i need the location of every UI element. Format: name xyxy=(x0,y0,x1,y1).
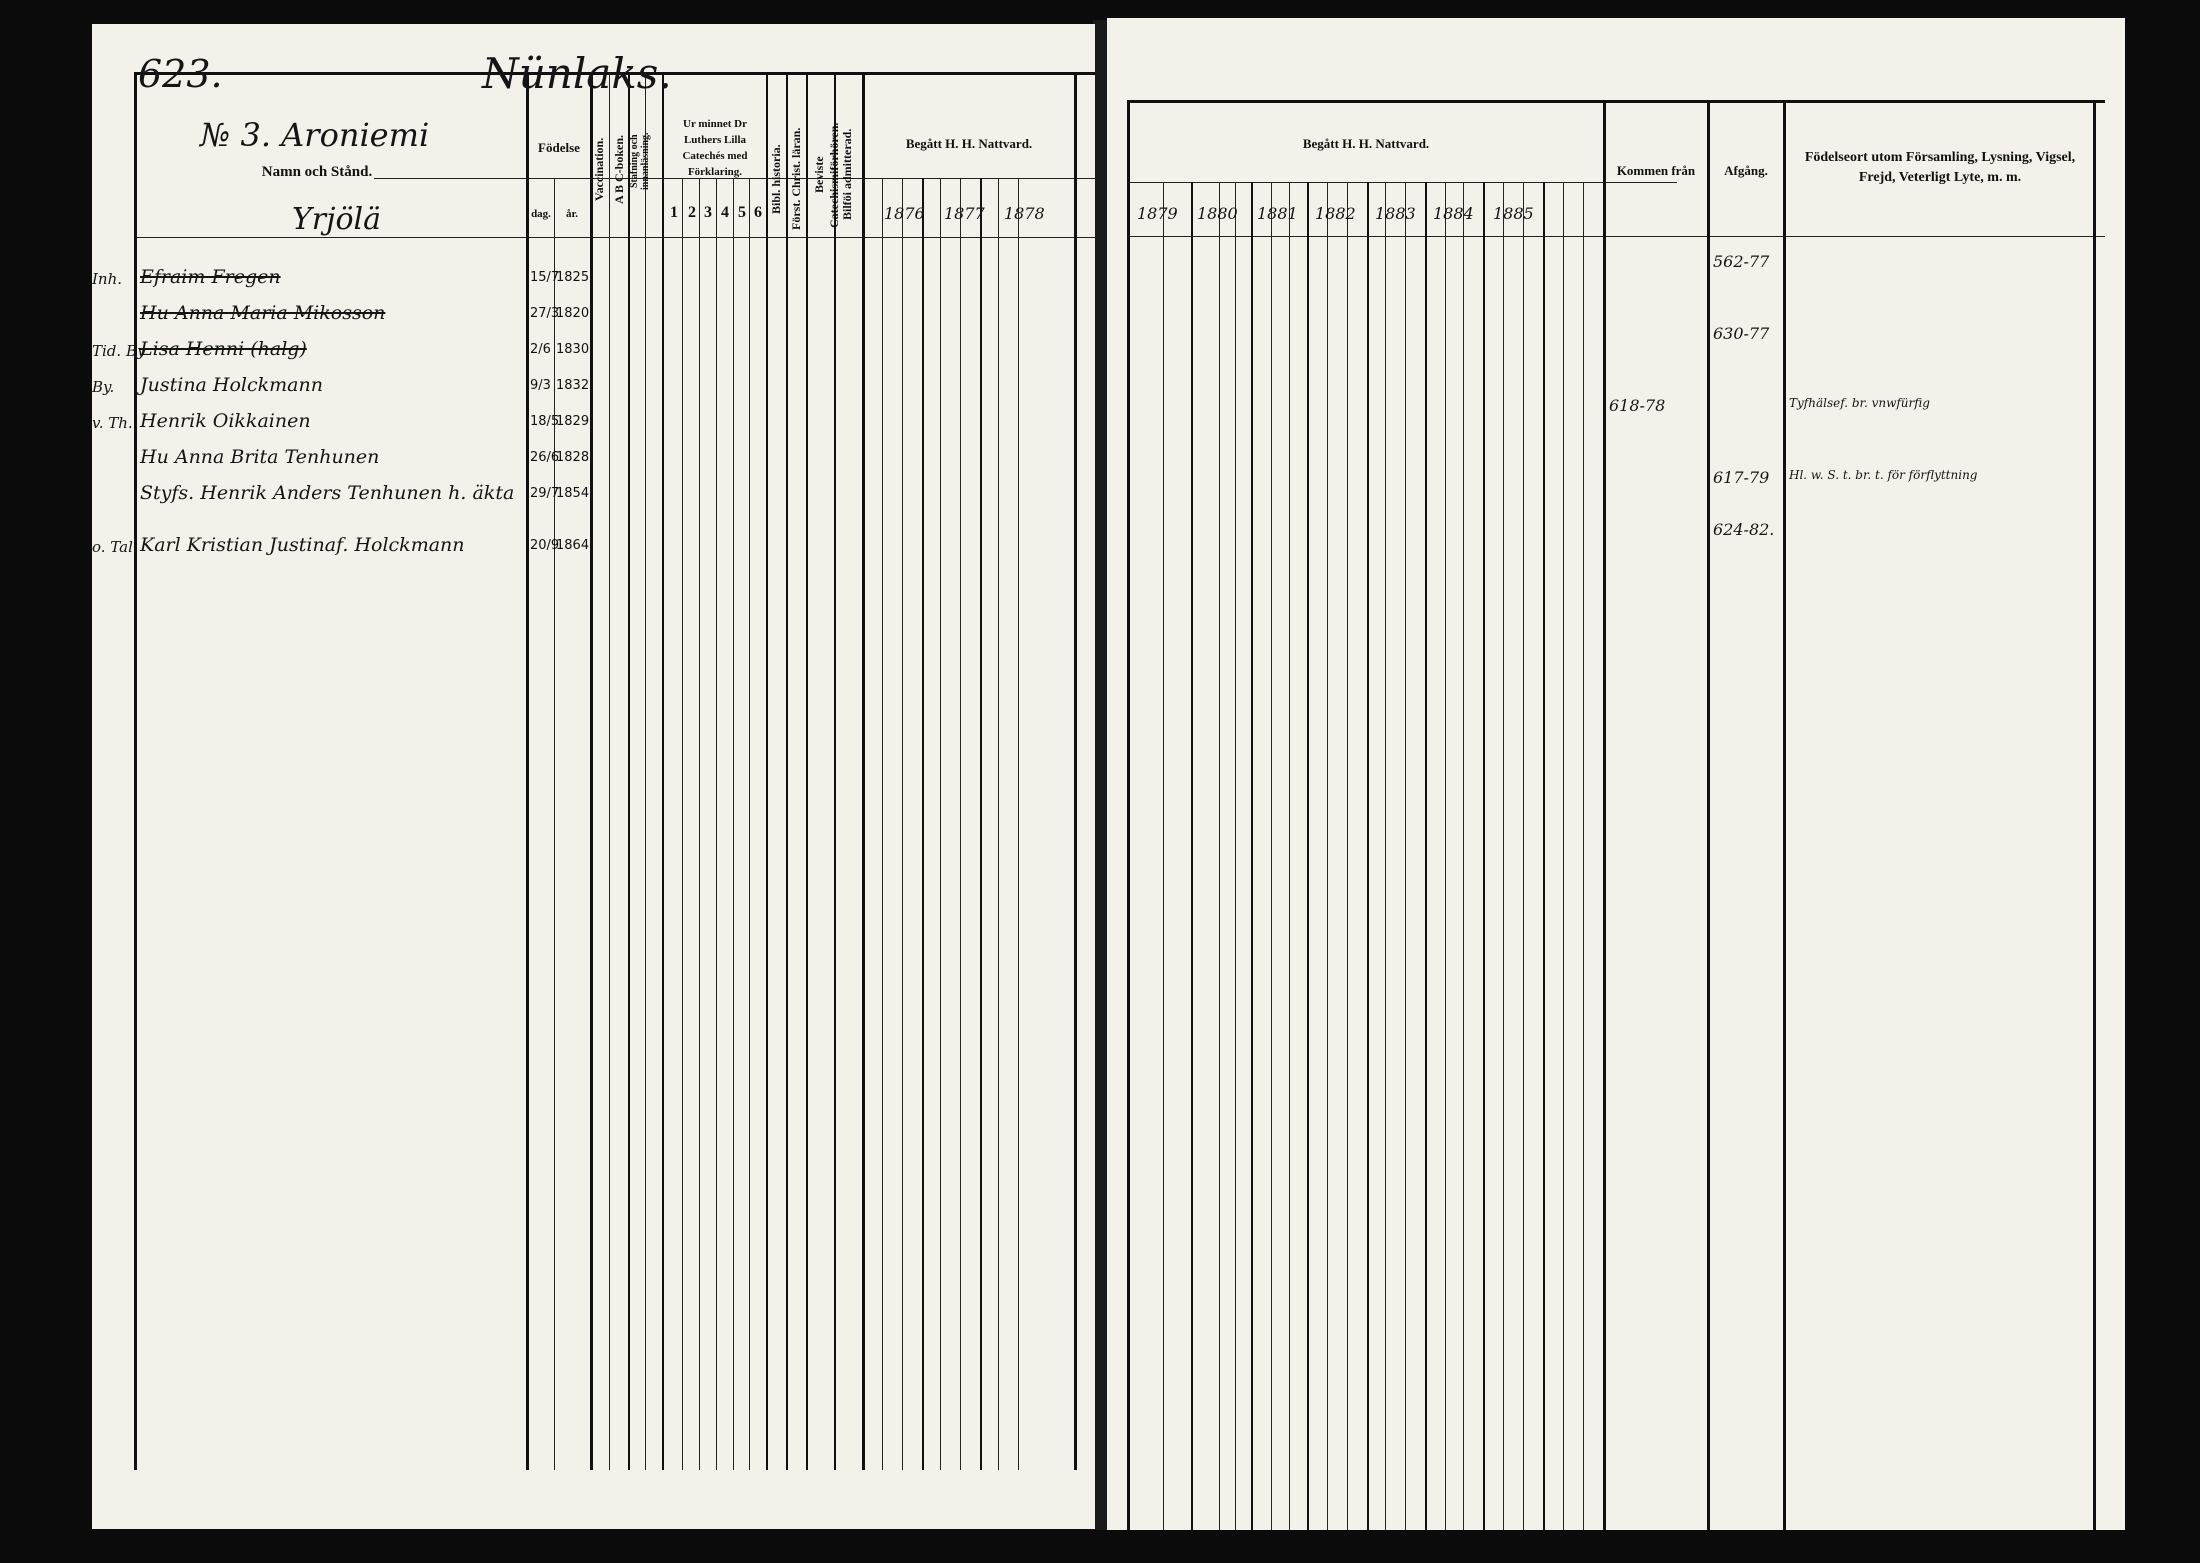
col-line xyxy=(1445,182,1446,1530)
nattvard-header-right: Begått H. H. Nattvard. xyxy=(1302,136,1430,151)
top-rule xyxy=(1127,100,2105,103)
vaccination-header: Vaccination. xyxy=(592,137,606,201)
col-line xyxy=(1271,182,1272,1530)
col-line xyxy=(1251,182,1253,1530)
col-line xyxy=(1405,182,1406,1530)
catechism-part-4: 4 xyxy=(721,204,729,221)
col-line xyxy=(862,72,865,1470)
col-line xyxy=(645,72,646,1470)
row-birth-year: 1830 xyxy=(556,342,590,357)
col-line xyxy=(1127,100,1130,1530)
col-line xyxy=(716,178,717,1470)
header-bottom-rule xyxy=(134,237,1095,238)
row-birth-day: 2/6 xyxy=(530,342,551,357)
row-birth-year: 1825 xyxy=(556,270,590,285)
col-line xyxy=(1307,182,1309,1530)
col-line xyxy=(1707,100,1710,1530)
catechism-part-6: 6 xyxy=(754,204,762,221)
year-1877: 1877 xyxy=(944,204,985,223)
right-page xyxy=(1107,18,2125,1530)
afgang-header: Afgång. xyxy=(1724,163,1768,178)
col-line xyxy=(1543,182,1545,1530)
name-col-right xyxy=(526,72,529,1470)
beviste-header: Beviste Catechismiförhören. xyxy=(812,122,841,228)
row-margin-note: Inh. xyxy=(92,270,123,288)
col-line xyxy=(749,178,750,1470)
row-birth-day: 20/9 xyxy=(530,538,560,553)
col-line xyxy=(902,178,903,1470)
col-line xyxy=(1523,182,1524,1530)
col-line xyxy=(1583,182,1584,1530)
header-bottom-rule xyxy=(1127,236,2105,237)
col-line xyxy=(554,178,555,1470)
col-line xyxy=(1563,182,1564,1530)
name-column-title: Namn och Stånd. xyxy=(261,164,373,180)
col-line xyxy=(940,178,941,1470)
col-line xyxy=(882,178,883,1470)
page-number: 623. xyxy=(138,52,223,96)
col-line xyxy=(609,72,610,1470)
dag-header: dag. xyxy=(531,208,551,220)
col-line xyxy=(766,72,768,1470)
catechism-part-1: 1 xyxy=(670,204,678,221)
year-1881: 1881 xyxy=(1257,204,1298,223)
row-note: Hl. w. S. t. br. t. för förflyttning xyxy=(1789,468,1978,482)
row-birth-day: 26/6 xyxy=(530,450,560,465)
forst-header: Först. Christ. läran. xyxy=(789,127,803,231)
col-line xyxy=(1783,100,1786,1530)
row-birth-year: 1864 xyxy=(556,538,590,553)
year-1882: 1882 xyxy=(1315,204,1356,223)
year-1884: 1884 xyxy=(1433,204,1474,223)
col-line xyxy=(960,178,961,1470)
kommen-header: Kommen från xyxy=(1616,163,1696,178)
row-margin-note: o. Tal. xyxy=(92,538,138,556)
col-line xyxy=(662,72,664,1470)
farm-name: Yrjölä xyxy=(292,202,381,237)
book-gutter xyxy=(1093,20,1107,1530)
row-name: Efraim Fregen xyxy=(140,266,281,288)
year-1876: 1876 xyxy=(884,204,925,223)
left-page xyxy=(92,24,1095,1529)
row-birth-day: 27/3 xyxy=(530,306,560,321)
row-afgang: 562-77 xyxy=(1713,252,1770,271)
header-mid-rule xyxy=(1127,182,1677,183)
row-birth-day: 29/7 xyxy=(530,486,560,501)
abc-header: A B C-boken. xyxy=(612,134,626,204)
fodelseort-header: Födelseort utom Församling, Lysning, Vigsel, Frejd, Veterligt Lyte, m. m. xyxy=(1804,150,2076,185)
col-line xyxy=(834,72,836,1470)
row-birth-day: 18/5 xyxy=(530,414,560,429)
year-1879: 1879 xyxy=(1137,204,1178,223)
row-name: Henrik Oikkainen xyxy=(140,410,311,432)
col-line xyxy=(1018,178,1019,1470)
row-afgang: 624-82. xyxy=(1713,520,1775,539)
nattvard-header-left: Begått H. H. Nattvard. xyxy=(905,136,1033,151)
col-line xyxy=(922,178,924,1470)
col-line xyxy=(1367,182,1369,1530)
row-name: Styfs. Henrik Anders Tenhunen h. äkta xyxy=(140,482,515,504)
row-birth-year: 1854 xyxy=(556,486,590,501)
row-afgang: 617-79 xyxy=(1713,468,1770,487)
catechism-part-2: 2 xyxy=(688,204,696,221)
row-name: Hu Anna Maria Mikosson xyxy=(140,302,386,324)
row-birth-year: 1820 xyxy=(556,306,590,321)
household-title: № 3. Aroniemi xyxy=(200,116,430,154)
stafning-header: Stafning och innanläsning. xyxy=(629,132,651,190)
row-margin-note: By. xyxy=(92,378,115,396)
col-line xyxy=(1289,182,1290,1530)
left-border xyxy=(134,72,137,1470)
col-line xyxy=(628,72,630,1470)
row-birth-year: 1832 xyxy=(556,378,590,393)
row-margin-note: Tid. By xyxy=(92,342,146,360)
year-1883: 1883 xyxy=(1375,204,1416,223)
col-line xyxy=(1385,182,1386,1530)
col-line xyxy=(786,72,788,1470)
col-line xyxy=(1219,182,1220,1530)
col-line xyxy=(733,178,734,1470)
village-name: Nünlaks. xyxy=(482,49,672,98)
col-line xyxy=(2093,100,2096,1530)
row-kommen: 618-78 xyxy=(1609,396,1666,415)
fodelse-header: Födelse xyxy=(538,140,580,155)
year-1878: 1878 xyxy=(1004,204,1045,223)
row-birth-year: 1829 xyxy=(556,414,590,429)
year-1880: 1880 xyxy=(1197,204,1238,223)
col-line xyxy=(590,72,593,1470)
col-line xyxy=(1074,72,1077,1470)
catechism-part-5: 5 xyxy=(738,204,746,221)
col-line xyxy=(1425,182,1427,1530)
col-line xyxy=(1163,182,1164,1530)
col-line xyxy=(1463,182,1464,1530)
row-name: Justina Holckmann xyxy=(140,374,323,396)
col-line xyxy=(1503,182,1504,1530)
col-line xyxy=(1483,182,1485,1530)
bibl-header: Bibl. historia. xyxy=(769,144,783,214)
col-line xyxy=(1327,182,1328,1530)
row-name: Lisa Henni (halg) xyxy=(140,338,307,360)
row-birth-day: 9/3 xyxy=(530,378,551,393)
row-note: Tyfhälsef. br. vnwfürfig xyxy=(1789,396,1930,410)
row-birth-year: 1828 xyxy=(556,450,590,465)
col-line xyxy=(1235,182,1236,1530)
col-line xyxy=(1191,182,1193,1530)
col-line xyxy=(1603,100,1606,1530)
ar-header: år. xyxy=(565,208,579,220)
row-birth-day: 15/7 xyxy=(530,270,560,285)
catechism-part-3: 3 xyxy=(704,204,712,221)
col-line xyxy=(998,178,999,1470)
year-1885: 1885 xyxy=(1493,204,1534,223)
row-margin-note: v. Th. xyxy=(92,414,133,432)
catechism-header: Ur minnet Dr Luthers Lilla Catechés med Förklaring. xyxy=(682,118,748,178)
col-line xyxy=(806,72,808,1470)
row-name: Hu Anna Brita Tenhunen xyxy=(140,446,380,468)
bilfoi-header: Bilföi admitterad. xyxy=(840,128,854,220)
col-line xyxy=(1347,182,1348,1530)
col-line xyxy=(980,178,982,1470)
col-line xyxy=(682,178,683,1470)
col-line xyxy=(699,178,700,1470)
row-name: Karl Kristian Justinaf. Holckmann xyxy=(140,534,465,556)
row-afgang: 630-77 xyxy=(1713,324,1770,343)
